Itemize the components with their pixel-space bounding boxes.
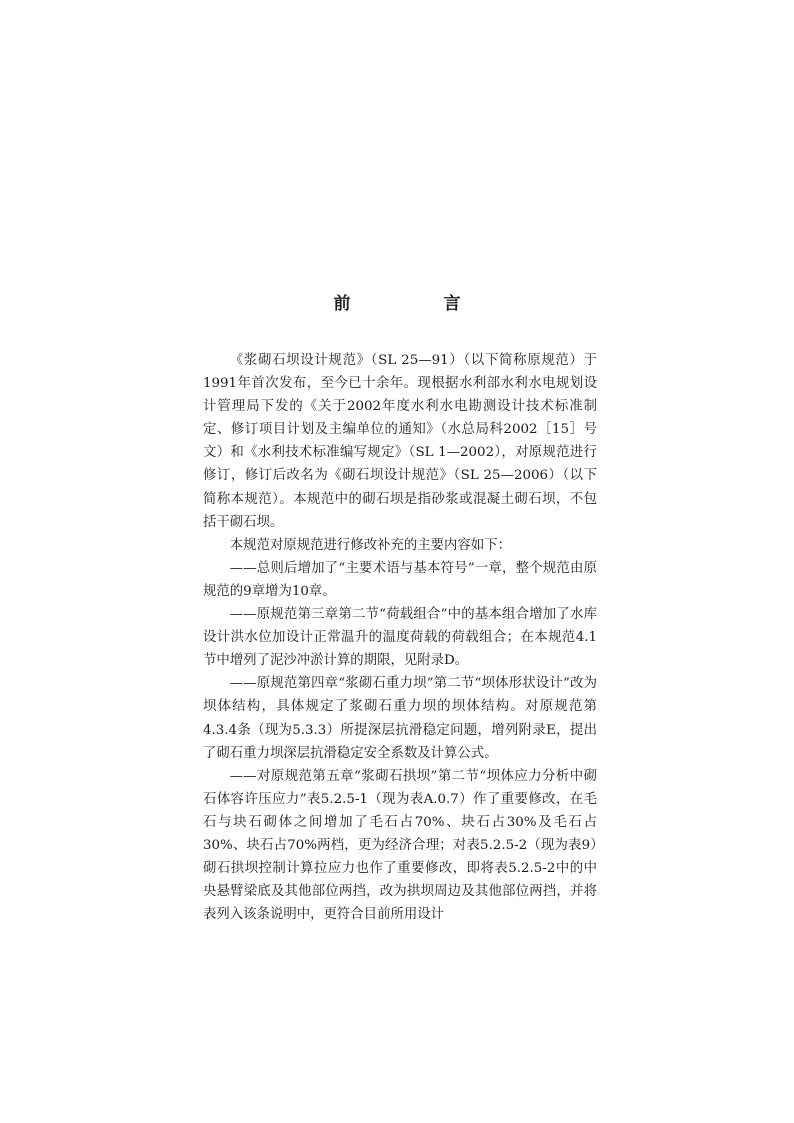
paragraph-revision-history: 《浆砌石坝设计规范》（SL 25—91）（以下简称原规范）于1991年首次发布，至今已十余年。现根据水利部水利水电规划设计管理局下发的《关于2002年度水利水电勘测设计技术标准制定、修订项目计划及主编单位的通知》（水总局科2002［15］号文）和《水利技术标准编写规定》（SL 1—2002），对原规范进行修订，修订后改名为《砌石坝设计规范》（SL 25—2006）（以下简称本规范）。本规范中的砌石坝是指砂浆或混凝土砌石坝，不包括干砌石坝。 [203, 353, 597, 530]
paragraph-change-arch-dam: ——对原规范第五章“浆砌石拱坝”第二节“坝体应力分析中砌石体容许压应力”表5.2.5-1（现为表A.0.7）作了重要修改，在毛石与块石砌体之间增加了毛石占70%、块石占30%及毛石占30%、块石占70%两档，更为经济合理；对表5.2.5-2（现为表9）砌石拱坝控制计算拉应力也作了重要修改，即将表5.2.5-2中的中央悬臂梁底及其他部位两挡，改为拱坝周边及其他部位两挡，并将表列入该条说明中，更符合目前所用设计 [203, 768, 597, 923]
preface-body [203, 349, 597, 926]
paragraph-change-load-combination: ——原规范第三章第二节“荷载组合”中的基本组合增加了水库设计洪水位加设计正常温升的温度荷载的荷载组合；在本规范4.1节中增列了泥沙冲淤计算的期限，见附录D。 [203, 607, 597, 669]
page-title: 前 言 [333, 294, 499, 314]
paragraph-change-chapters: ——总则后增加了“主要术语与基本符号”一章，整个规范由原规范的9章增为10章。 [203, 560, 597, 599]
paragraph-changes-intro: 本规范对原规范进行修改补充的主要内容如下： [229, 537, 511, 553]
paragraph-change-gravity-dam: ——原规范第四章“浆砌石重力坝”第二节“坝体形状设计”改为坝体结构，具体规定了浆砌石重力坝的坝体结构。对原规范第4.3.4条（现为5.3.3）所提深层抗滑稳定问题，增列附录E，提出了砌石重力坝深层抗滑稳定安全系数及计算公式。 [203, 676, 597, 761]
